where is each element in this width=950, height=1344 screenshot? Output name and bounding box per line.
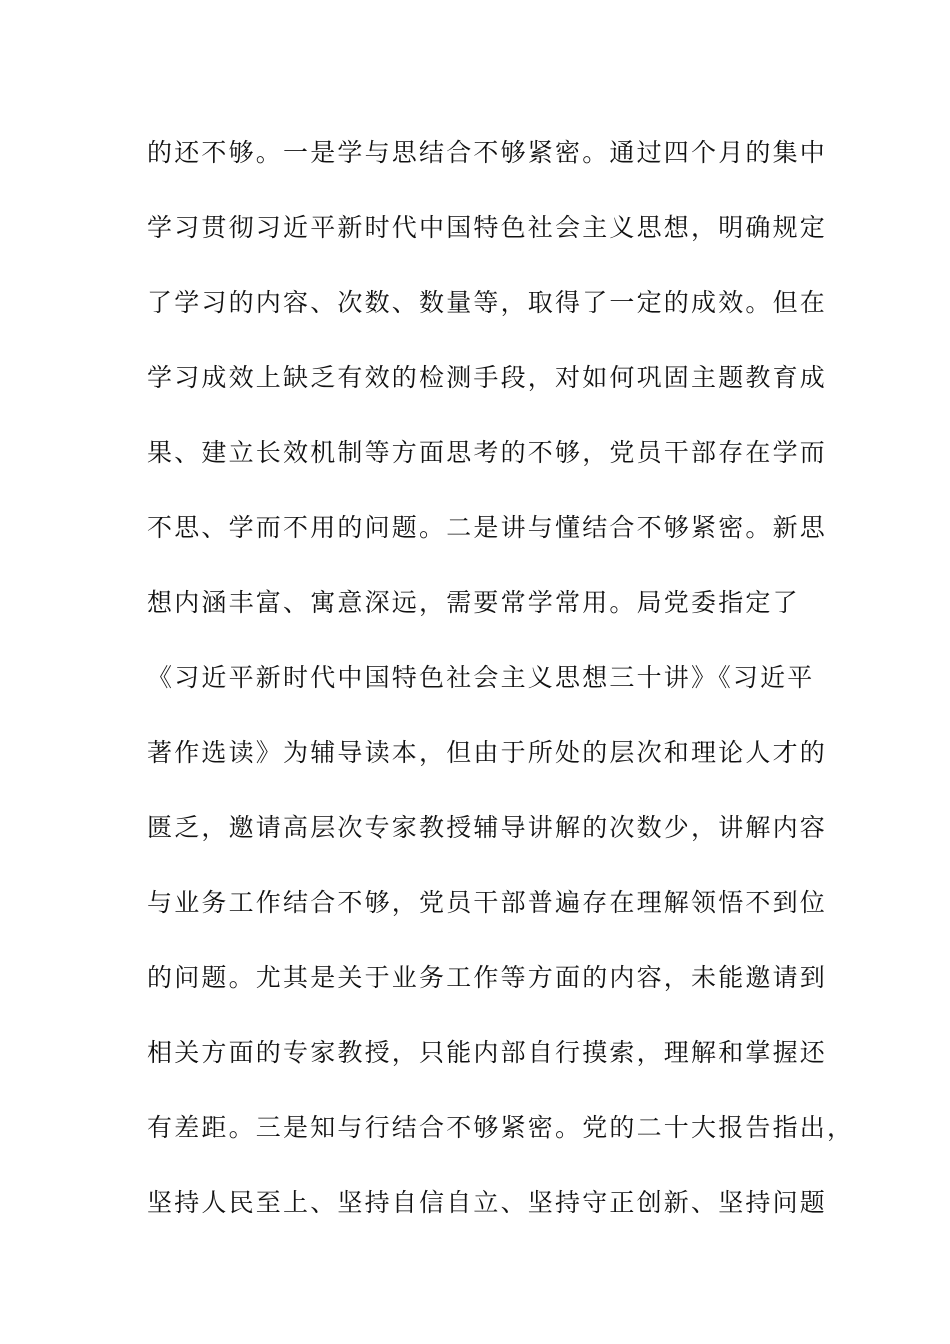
- text-line: 坚持人民至上、坚持自信自立、坚持守正创新、坚持问题: [147, 1188, 828, 1217]
- text-line: 果、建立长效机制等方面思考的不够，党员干部存在学而: [147, 438, 828, 467]
- text-line: 的问题。尤其是关于业务工作等方面的内容，未能邀请到: [147, 963, 828, 992]
- text-line: 不思、学而不用的问题。二是讲与懂结合不够紧密。新思: [147, 513, 828, 542]
- text-line: 学习成效上缺乏有效的检测手段，对如何巩固主题教育成: [147, 363, 828, 392]
- text-line: 学习贯彻习近平新时代中国特色社会主义思想，明确规定: [147, 213, 828, 242]
- body-text: [147, 130, 855, 1255]
- text-line: 有差距。三是知与行结合不够紧密。党的二十大报告指出，: [147, 1113, 855, 1142]
- text-line: 与业务工作结合不够，党员干部普遍存在理解领悟不到位: [147, 888, 828, 917]
- text-line: 相关方面的专家教授，只能内部自行摸索，理解和掌握还: [147, 1038, 828, 1067]
- text-line: 匮乏，邀请高层次专家教授辅导讲解的次数少，讲解内容: [147, 813, 828, 842]
- text-line: 想内涵丰富、寓意深远，需要常学常用。局党委指定了: [147, 588, 800, 617]
- text-line: 《习近平新时代中国特色社会主义思想三十讲》《习近平: [147, 663, 815, 692]
- text-line: 了学习的内容、次数、数量等，取得了一定的成效。但在: [147, 288, 828, 317]
- text-line: 的还不够。一是学与思结合不够紧密。通过四个月的集中: [147, 138, 828, 167]
- text-line: 著作选读》为辅导读本，但由于所处的层次和理论人才的: [147, 738, 828, 767]
